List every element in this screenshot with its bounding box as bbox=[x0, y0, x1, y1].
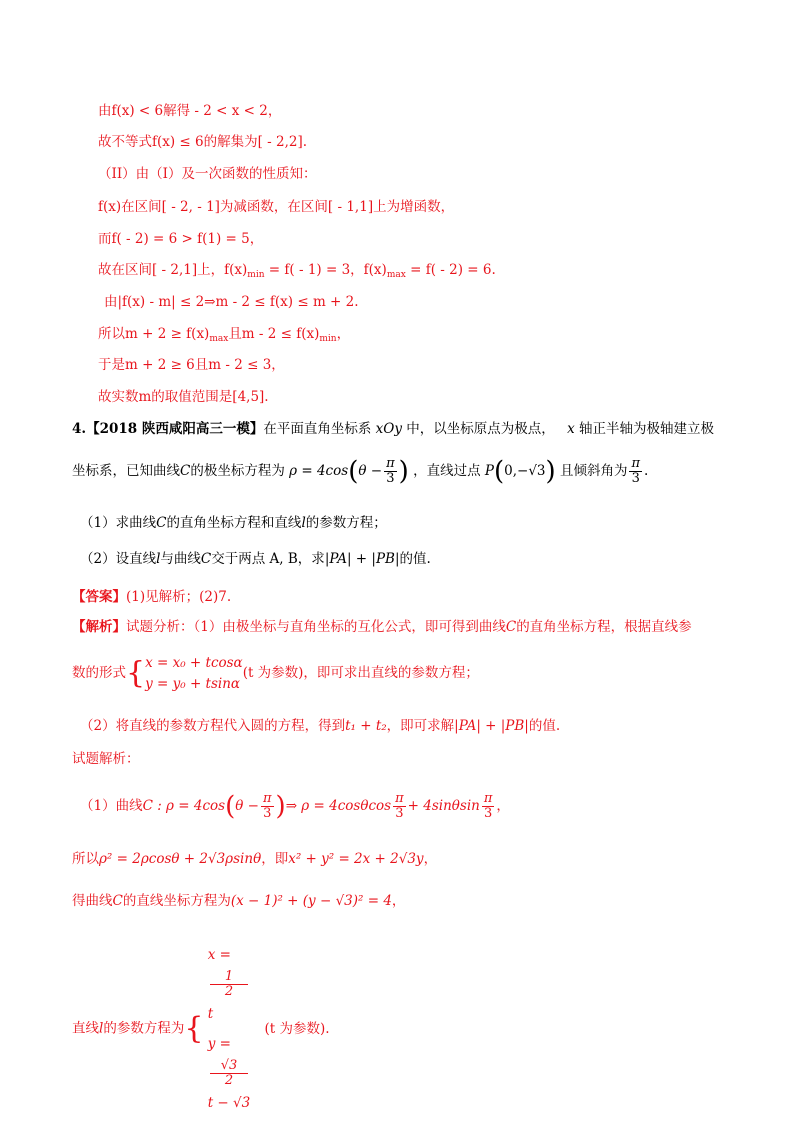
sol3-line-1: 由f(x) < 6解得 - 2 < x < 2， bbox=[98, 103, 282, 119]
line-param-system: x = 1 2 t y = √3 2 t − √3 bbox=[207, 947, 251, 1111]
sol3-l8c: 且m - 2 ≤ f(x) bbox=[228, 326, 320, 342]
sol3-l6c: = f( - 1) = 3，f(x) bbox=[264, 262, 387, 278]
answer-text: (1)见解析；(2)7. bbox=[126, 589, 232, 605]
sol3-l8e: ， bbox=[336, 326, 351, 342]
analysis-line-2: 数的形式{ x = x₀ + tcosα y = y₀ + tsinα (t 为参数)，即可求出直线的参数方程； bbox=[72, 650, 479, 697]
sol3-l6d: max bbox=[386, 270, 406, 280]
sol3-line-3: （II）由（I）及一次函数的性质知： bbox=[98, 166, 317, 182]
solution-line-4: 直线l的参数方程为{ x = 1 2 t y = √3 2 t − √3 (t 为参数). bbox=[72, 940, 330, 1118]
solution-line-2: 所以ρ² = 2ρcosθ + 2√3ρsinθ，即x² + y² = 2x + 2√3y， bbox=[72, 851, 438, 867]
q4-source: 【2018 陕西咸阳高三一模】 bbox=[86, 421, 264, 437]
q4-stem-2b: C bbox=[180, 463, 191, 479]
q4-stem-2c: 的极坐标方程为 bbox=[190, 463, 285, 479]
sol3-l6e: = f( - 2) = 6. bbox=[405, 262, 496, 278]
sol3-l6b: min bbox=[247, 270, 265, 280]
answer-label: 【答案】 bbox=[72, 589, 126, 605]
q4-stem-1d: x bbox=[567, 421, 575, 437]
solution-line-3: 得曲线C的直线坐标方程为(x − 1)² + (y − √3)² = 4， bbox=[72, 893, 406, 909]
sol3-line-4: f(x)在区间[ - 2, - 1]为减函数，在区间[ - 1,1]上为增函数， bbox=[98, 199, 455, 215]
solution-head: 试题解析： bbox=[72, 751, 140, 767]
sol3-line-10: 故实数m的取值范围是[4,5]. bbox=[98, 389, 269, 405]
q4-stem-line-1 bbox=[72, 419, 714, 439]
analysis-line-3: （2）将直线的参数方程代入圆的方程，得到t₁ + t₂，即可求解|PA| + |PB|的值. bbox=[80, 718, 561, 734]
solution-line-1: （1）曲线C : ρ = 4cos(θ − $\frac{\pi}{3}$ )⇒ ρ = 4cosθcos $\frac{\pi}{3}$ + 4sinθsin $\frac{\pi}{3}$ ， bbox=[80, 791, 510, 822]
q4-stem-1a: 在平面直角坐标系 bbox=[263, 421, 372, 437]
q4-point-p: P bbox=[484, 463, 494, 479]
sol3-l8d: min bbox=[319, 334, 337, 344]
q4-eq-theta: θ − bbox=[358, 463, 383, 479]
q4-stem-1c: 中，以坐标原点为极点， bbox=[406, 421, 555, 437]
q4-angle: $\frac{\pi}{3}$ bbox=[631, 456, 641, 486]
q4-stem-1b: xOy bbox=[375, 421, 402, 437]
q4-stem-2d: ，直线过点 bbox=[413, 463, 481, 479]
q4-stem-1e: 轴正半轴为极轴建立极 bbox=[579, 421, 714, 437]
sol3-line-7: 由|f(x) - m| ≤ 2⇒m - 2 ≤ f(x) ≤ m + 2. bbox=[104, 294, 359, 310]
q4-stem-line-2: 坐标系，已知曲线C的极坐标方程为 ρ = 4cos(θ − $\frac{\pi}{3}$ ) ，直线过点 P(0,−√3) 且倾斜角为 $\frac{\pi}{3}$ . bbox=[72, 456, 649, 487]
sol3-line-9: 于是m + 2 ≥ 6且m - 2 ≤ 3， bbox=[98, 357, 285, 373]
sol3-line-5: 而f( - 2) = 6 > f(1) = 5， bbox=[98, 231, 264, 247]
sol3-line-6 bbox=[98, 260, 496, 285]
sol3-line-8 bbox=[98, 324, 350, 349]
analysis-line-1: 【解析】试题分析：（1）由极坐标与直角坐标的互化公式，即可得到曲线C的直角坐标方程，根据直线参 bbox=[72, 619, 692, 635]
q4-pi-over-3: $\frac{\pi}{3}$ bbox=[386, 456, 395, 486]
q4-point-coord: 0,−√3 bbox=[504, 463, 546, 479]
q4-eq-rho: ρ = 4cos bbox=[289, 463, 349, 479]
sol3-l8b: max bbox=[209, 334, 229, 344]
q4-stem-2a: 坐标系，已知曲线 bbox=[72, 463, 180, 479]
q4-number: 4. bbox=[72, 421, 87, 437]
answer bbox=[72, 587, 231, 607]
sol3-l6a: 故在区间[ - 2,1]上，f(x) bbox=[98, 262, 248, 278]
analysis-label: 【解析】 bbox=[72, 619, 126, 635]
param-form-system: x = x₀ + tcosα y = y₀ + tsinα bbox=[145, 654, 243, 692]
q4-part-1: （1）求曲线C的直角坐标方程和直线l的参数方程； bbox=[80, 515, 387, 531]
sol3-line-2: 故不等式f(x) ≤ 6的解集为[ - 2,2]. bbox=[98, 134, 308, 150]
sol3-l8a: 所以m + 2 ≥ f(x) bbox=[98, 326, 210, 342]
q4-part-2: （2）设直线l与曲线C交于两点 A, B，求|PA| + |PB|的值. bbox=[80, 551, 431, 567]
q4-stem-2e: 且倾斜角为 bbox=[559, 463, 628, 479]
q4-stem-2f: . bbox=[644, 463, 649, 479]
